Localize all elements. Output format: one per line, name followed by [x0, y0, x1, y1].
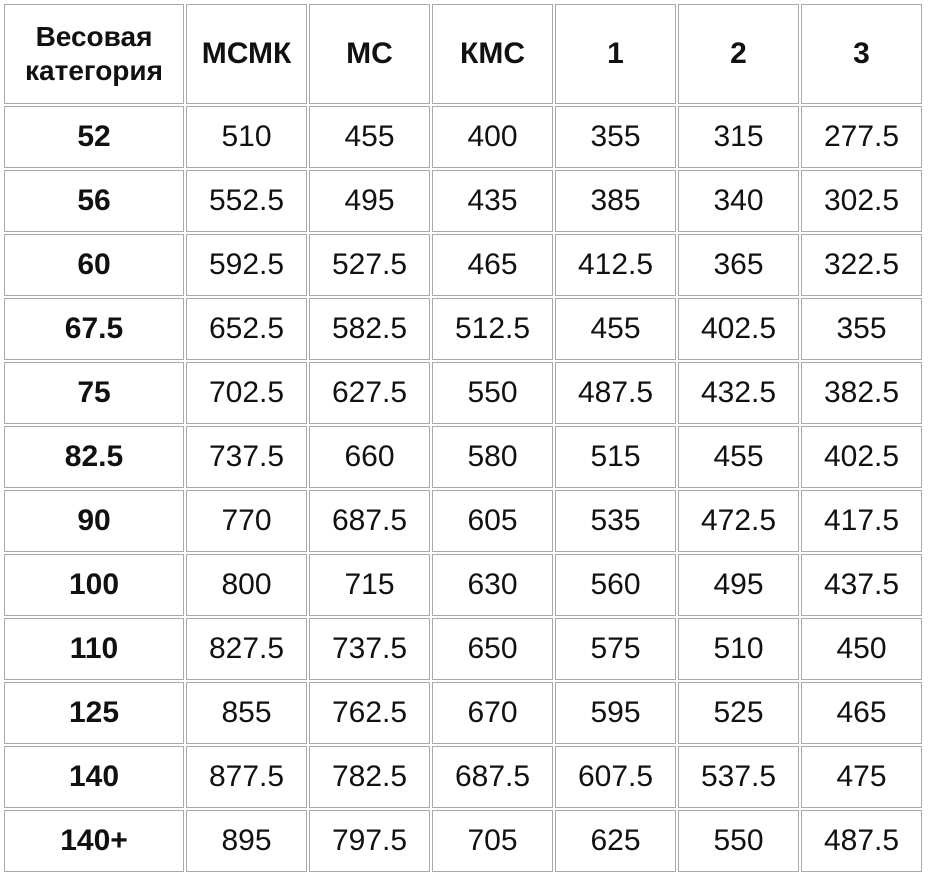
weight-category-cell: 90 — [4, 490, 184, 552]
standard-value-cell: 827.5 — [186, 618, 307, 680]
standard-value-cell: 455 — [555, 298, 676, 360]
standard-value-cell: 687.5 — [309, 490, 430, 552]
table-body — [4, 106, 922, 872]
table-row — [4, 746, 922, 808]
table-row — [4, 298, 922, 360]
standard-value-cell: 365 — [678, 234, 799, 296]
standard-value-cell: 437.5 — [801, 554, 922, 616]
standard-value-cell: 800 — [186, 554, 307, 616]
standard-value-cell: 770 — [186, 490, 307, 552]
weight-category-cell: 82.5 — [4, 426, 184, 488]
standard-value-cell: 537.5 — [678, 746, 799, 808]
standard-value-cell: 400 — [432, 106, 553, 168]
standard-value-cell: 495 — [309, 170, 430, 232]
standard-value-cell: 855 — [186, 682, 307, 744]
weight-category-cell: 140 — [4, 746, 184, 808]
standard-value-cell: 580 — [432, 426, 553, 488]
standard-value-cell: 432.5 — [678, 362, 799, 424]
table-row — [4, 810, 922, 872]
standard-value-cell: 715 — [309, 554, 430, 616]
standard-value-cell: 465 — [432, 234, 553, 296]
weight-category-cell: 140+ — [4, 810, 184, 872]
standard-value-cell: 797.5 — [309, 810, 430, 872]
table-row — [4, 490, 922, 552]
weight-category-cell: 125 — [4, 682, 184, 744]
standard-value-cell: 630 — [432, 554, 553, 616]
standard-value-cell: 402.5 — [678, 298, 799, 360]
standard-value-cell: 355 — [555, 106, 676, 168]
standard-value-cell: 435 — [432, 170, 553, 232]
header-ms: МС — [309, 4, 430, 104]
standard-value-cell: 552.5 — [186, 170, 307, 232]
standard-value-cell: 575 — [555, 618, 676, 680]
standard-value-cell: 355 — [801, 298, 922, 360]
standard-value-cell: 702.5 — [186, 362, 307, 424]
standard-value-cell: 525 — [678, 682, 799, 744]
weight-category-cell: 60 — [4, 234, 184, 296]
standard-value-cell: 515 — [555, 426, 676, 488]
table-row — [4, 234, 922, 296]
standard-value-cell: 670 — [432, 682, 553, 744]
standard-value-cell: 627.5 — [309, 362, 430, 424]
standard-value-cell: 487.5 — [555, 362, 676, 424]
standard-value-cell: 560 — [555, 554, 676, 616]
standard-value-cell: 550 — [432, 362, 553, 424]
table-row — [4, 362, 922, 424]
standard-value-cell: 455 — [678, 426, 799, 488]
standard-value-cell: 495 — [678, 554, 799, 616]
standard-value-cell: 737.5 — [309, 618, 430, 680]
standard-value-cell: 605 — [432, 490, 553, 552]
standard-value-cell: 535 — [555, 490, 676, 552]
standard-value-cell: 510 — [678, 618, 799, 680]
standard-value-cell: 877.5 — [186, 746, 307, 808]
standard-value-cell: 660 — [309, 426, 430, 488]
standard-value-cell: 340 — [678, 170, 799, 232]
standard-value-cell: 687.5 — [432, 746, 553, 808]
standards-table — [2, 2, 924, 874]
header-rank-2: 2 — [678, 4, 799, 104]
standard-value-cell: 782.5 — [309, 746, 430, 808]
table-header — [4, 4, 922, 104]
standard-value-cell: 510 — [186, 106, 307, 168]
standard-value-cell: 465 — [801, 682, 922, 744]
header-row — [4, 4, 922, 104]
header-kms: КМС — [432, 4, 553, 104]
weight-category-cell: 100 — [4, 554, 184, 616]
header-rank-3: 3 — [801, 4, 922, 104]
weight-category-cell: 110 — [4, 618, 184, 680]
standard-value-cell: 412.5 — [555, 234, 676, 296]
standard-value-cell: 385 — [555, 170, 676, 232]
standard-value-cell: 737.5 — [186, 426, 307, 488]
weight-category-cell: 67.5 — [4, 298, 184, 360]
header-msmk: МСМК — [186, 4, 307, 104]
standard-value-cell: 315 — [678, 106, 799, 168]
standard-value-cell: 475 — [801, 746, 922, 808]
standard-value-cell: 652.5 — [186, 298, 307, 360]
weight-category-cell: 56 — [4, 170, 184, 232]
table-row — [4, 170, 922, 232]
standard-value-cell: 592.5 — [186, 234, 307, 296]
table-row — [4, 618, 922, 680]
standard-value-cell: 450 — [801, 618, 922, 680]
standard-value-cell: 512.5 — [432, 298, 553, 360]
standard-value-cell: 402.5 — [801, 426, 922, 488]
standard-value-cell: 582.5 — [309, 298, 430, 360]
standard-value-cell: 472.5 — [678, 490, 799, 552]
standard-value-cell: 550 — [678, 810, 799, 872]
weight-category-cell: 75 — [4, 362, 184, 424]
table-row — [4, 106, 922, 168]
standard-value-cell: 277.5 — [801, 106, 922, 168]
table-row — [4, 554, 922, 616]
standard-value-cell: 487.5 — [801, 810, 922, 872]
table-row — [4, 682, 922, 744]
header-rank-1: 1 — [555, 4, 676, 104]
standard-value-cell: 322.5 — [801, 234, 922, 296]
standard-value-cell: 527.5 — [309, 234, 430, 296]
standard-value-cell: 607.5 — [555, 746, 676, 808]
standard-value-cell: 762.5 — [309, 682, 430, 744]
weight-category-cell: 52 — [4, 106, 184, 168]
table-row — [4, 426, 922, 488]
standard-value-cell: 417.5 — [801, 490, 922, 552]
standard-value-cell: 625 — [555, 810, 676, 872]
standard-value-cell: 895 — [186, 810, 307, 872]
standard-value-cell: 705 — [432, 810, 553, 872]
standard-value-cell: 650 — [432, 618, 553, 680]
header-weight-category: Весовая категория — [4, 4, 184, 104]
standard-value-cell: 382.5 — [801, 362, 922, 424]
standard-value-cell: 302.5 — [801, 170, 922, 232]
standard-value-cell: 455 — [309, 106, 430, 168]
standard-value-cell: 595 — [555, 682, 676, 744]
